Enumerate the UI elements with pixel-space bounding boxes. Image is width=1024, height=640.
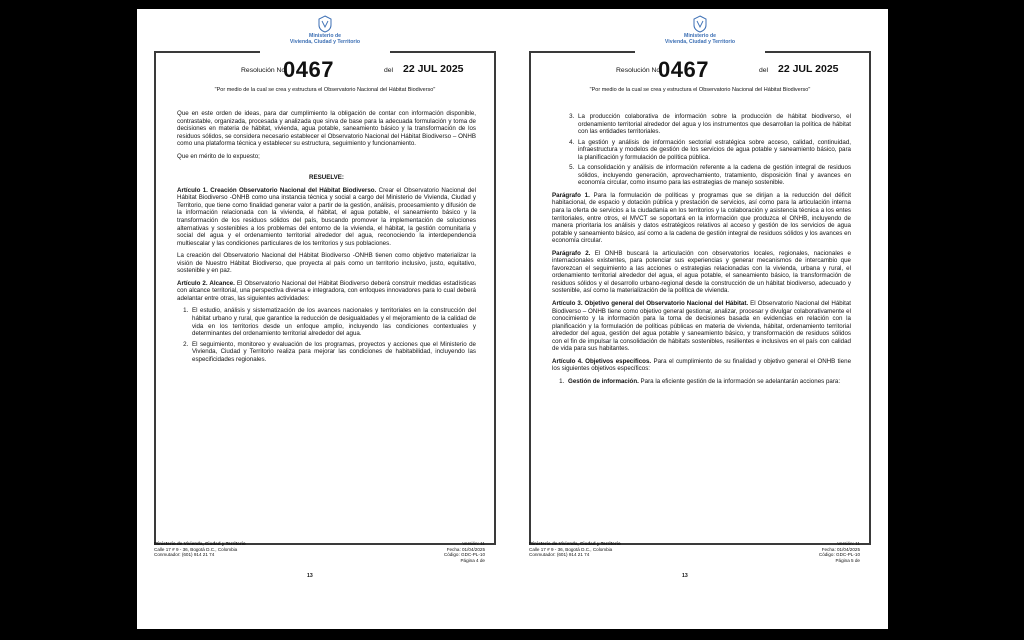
article-4-text: Para el cumplimiento de su finalidad y objetivo general el ONHB tiene los siguientes objetivos específicos:	[552, 357, 852, 373]
ministry-logo	[512, 15, 888, 45]
article-2-text: El Observatorio Nacional del Hábitat Biodiverso deberá construir medidas estadísticas con alcance territorial, una perspectiva diversa e integradora, con enfoques innovadores para lo cual deberá adelantar entre otras, las siguientes actividades:	[177, 279, 476, 302]
paragraph-2	[552, 250, 851, 295]
footer-fecha: Fecha: 01/04/2025	[446, 546, 485, 552]
paragraph-2-title: Parágrafo 2.	[552, 249, 591, 257]
resolution-label: Resolución No.	[241, 67, 288, 74]
footer-codigo: Código: GDC-PL-10	[818, 552, 860, 558]
article-3-title: Artículo 3. Objetivo general del Observatorio Nacional del Hábitat.	[552, 300, 749, 308]
article-1-text: Crear el Observatorio Nacional del Hábitat Biodiverso -ONHB como una instancia técnica y social a cargo del Ministerio de Vivienda, Ciudad y Territorio, que tiene como finalidad generar valor a partir de la gestión, análisis, procesamiento y difusión de la información relacionada con la vivienda, el hábitat, el agua potable, el saneamiento básico y la transformación de los residuos sólidos del país, buscando promover la implementación de soluciones alternativas y sostenibles a los problemas del entorno de la vivienda, el hábitat, la gestión comunitaria y social del agua y el ordenamiento territorial alrededor del agua, reconociendo la interdependencia multiescalar y las condiciones particulares de los territorios y sus poblaciones.	[177, 186, 476, 247]
list-item: 1. El estudio, análisis y sistematización de los avances nacionales y territoriales en la construcción del hábitat urbano y rural, que garantice la reducción de desigualdades y el mejoramiento de la calidad de vida en los territorios desde un enfoque amplio, incluyendo las condiciones contextuales y determinantes del ordenamiento territorial alrededor del agua.	[190, 307, 476, 337]
footer-version: Versión: 11	[837, 541, 860, 546]
footer-org: Ministerio de Vivienda, Ciudad y Territorio	[154, 541, 246, 546]
paragraph: Que en este orden de ideas, para dar cumplimiento la obligación de contar con información disponible, contrastable, organizada, procesada y analizada que sirva de base para la adecuada formulación y toma de decisiones en materia de hábitat, vivienda, agua potable, saneamiento básico y la transformación de los residuos sólidos, se considera necesario establecer el Observatorio Nacional del Hábitat Biodiverso – ONHB como una plataforma técnica y establecer su estructura, seguimiento y funcionamiento.	[177, 110, 476, 148]
footer-address: Calle 17 # 9 - 36, Bogotá D.C., Colombia	[154, 546, 238, 552]
ministry-line1: Ministerio de	[309, 33, 341, 39]
ministry-logo	[137, 15, 513, 45]
activities-list	[177, 307, 476, 363]
article-2-title: Artículo 2. Alcance.	[177, 279, 235, 287]
footer-doc-info	[819, 541, 860, 563]
page-total: 13	[682, 573, 688, 579]
page-body	[552, 113, 851, 391]
resolution-number: 0467	[283, 57, 334, 82]
paragraph-1-title: Parágrafo 1.	[552, 191, 590, 199]
footer-doc-info	[444, 541, 485, 563]
paragraph-1	[552, 192, 851, 245]
ministry-seal-icon	[317, 15, 333, 33]
article-1-title: Artículo 1. Creación Observatorio Nacional del Hábitat Biodiverso.	[177, 186, 377, 194]
page-4	[137, 9, 513, 629]
footer-page: Página 4 de	[460, 557, 485, 563]
article-2	[177, 280, 476, 303]
footer-version: Versión: 11	[462, 541, 485, 546]
footer-address-block	[529, 541, 621, 558]
article-3-text: El Observatorio Nacional del Hábitat Biodiverso – ONHB tiene como objetivo general gestionar, analizar, procesar y divulgar colaborativamente el conocimiento y la información para la toma de decisiones basada en evidencias en relación con la planificación y la formulación de políticas públicas en materia de vivienda, hábitat, ordenamiento territorial alrededor del agua, gestión del agua potable y saneamiento básico, y transformación de residuos sólidos con el fin de impulsar la consolidación de hábitats sostenibles, resilientes e inclusivos en el país con calidad de vida para sus habitantes.	[552, 300, 852, 353]
footer-page: Página 5 de	[835, 557, 860, 563]
paragraph: Que en mérito de lo expuesto;	[177, 152, 260, 160]
article-4	[552, 358, 851, 373]
footer-codigo: Código: GDC-PL-10	[443, 552, 485, 558]
footer-fecha: Fecha: 01/04/2025	[821, 546, 860, 552]
del-label: del	[384, 67, 394, 74]
sub1-title: Gestión de información.	[568, 377, 639, 385]
sub1-text: Para la eficiente gestión de la información se adelantarán acciones para:	[638, 377, 841, 385]
list-item: 5. La consolidación y análisis de información referente a la cadena de gestión integral de residuos sólidos, incluyendo generación, aprovechamiento, tratamiento, disposición final y avances en economía circular, como insumo para las estrategias de manejo sostenible.	[576, 164, 851, 187]
specific-objectives-list	[552, 378, 851, 386]
footer-phone: Conmutador: (601) 914 21 74	[529, 552, 590, 558]
resolution-date: 22 JUL 2025	[403, 63, 464, 75]
ministry-line2: Vivienda, Ciudad y Territorio	[289, 39, 361, 45]
resolution-subtitle: "Por medio de la cual se crea y estructura el Observatorio Nacional del Hábitat Biodiverso"	[589, 87, 811, 93]
footer-phone: Conmutador: (601) 914 21 74	[154, 552, 215, 558]
list-item: 4. La gestión y análisis de información sectorial estratégica sobre acceso, calidad, continuidad, infraestructura y modelos de gestión de los servicios de agua potable y saneamiento básico, para la planificación y formulación de política pública.	[576, 139, 851, 162]
paragraph: La creación del Observatorio Nacional del Hábitat Biodiverso -ONHB tienen como objetivo materializar la visión de Nuestro Hábitat Biodiverso, que proyecta al país como un territorio inclusivo, justo, equitativo, sostenible y en paz.	[177, 252, 476, 275]
article-1	[177, 187, 476, 247]
article-3	[552, 300, 851, 353]
page-body	[177, 110, 476, 368]
resolution-header	[137, 57, 513, 81]
list-item	[566, 378, 851, 386]
resolution-date: 22 JUL 2025	[778, 63, 839, 75]
footer-org: Ministerio de Vivienda, Ciudad y Territorio	[529, 541, 621, 546]
resolution-label: Resolución No.	[616, 67, 663, 74]
ministry-line1: Ministerio de	[684, 33, 716, 39]
list-item: 3. La producción colaborativa de información sobre la producción de hábitat biodiverso, el ordenamiento territorial alrededor del agua y los instrumentos que desarrollan la política de hábitat con las entidades territoriales.	[576, 113, 851, 136]
ministry-line2: Vivienda, Ciudad y Territorio	[664, 39, 736, 45]
footer-address-block	[154, 541, 246, 558]
list-item: 2. El seguimiento, monitoreo y evaluación de los programas, proyectos y acciones que el Ministerio de Vivienda, Ciudad y Territorio realiza para mejorar las condiciones de habitabilidad, incluyendo las especificidades regionales.	[190, 341, 476, 364]
paragraph-1-text: Para la formulación de políticas y programas que se dirijan a la reducción del déficit habitacional, de espacio y dotación pública y prestación de servicios, así como para la articulación interna para la oferta de servicios a la ciudadanía en los territorios y la colaboración y asistencia técnica a los entes territoriales, entre otros, el MVCT se soportará en la información que produzca el ONHB, incluyendo de manera prioritaria los análisis y datos estratégicos relativos al acceso y gestión de los servicios de agua potable y saneamiento básico, así como a la cadena de gestión integral de residuos sólidos y los avances en economía circular.	[552, 191, 851, 245]
page-5	[512, 9, 888, 629]
resuelve-heading: RESUELVE:	[309, 174, 344, 182]
article-4-title: Artículo 4. Objetivos específicos.	[552, 357, 652, 365]
paragraph-2-text: El ONHB buscará la articulación con observatorios locales, regionales, nacionales e internacionales existentes, para potenciar sus experiencias y generar mecanismos de intercambio que favorezcan el seguimiento a las acciones o estrategias relacionadas con la vivienda, urbana y rural, el ordenamiento territorial alrededor del agua, el agua potable, el saneamiento básico, la transformación de residuos sólidos y el desarrollo urbano-regional desde la construcción de un hábitat biodiverso, adecuado y sostenible, así como la materialización de la política de vivienda.	[552, 249, 852, 295]
ministry-seal-icon	[692, 15, 708, 33]
footer-address: Calle 17 # 9 - 36, Bogotá D.C., Colombia	[529, 546, 613, 552]
del-label: del	[759, 67, 769, 74]
activities-list-continued	[552, 113, 851, 187]
resolution-number: 0467	[658, 57, 709, 82]
resolution-subtitle: "Por medio de la cual se crea y estructura el Observatorio Nacional del Hábitat Biodiverso"	[214, 87, 436, 93]
resolution-header	[512, 57, 888, 81]
page-total: 13	[307, 573, 313, 579]
